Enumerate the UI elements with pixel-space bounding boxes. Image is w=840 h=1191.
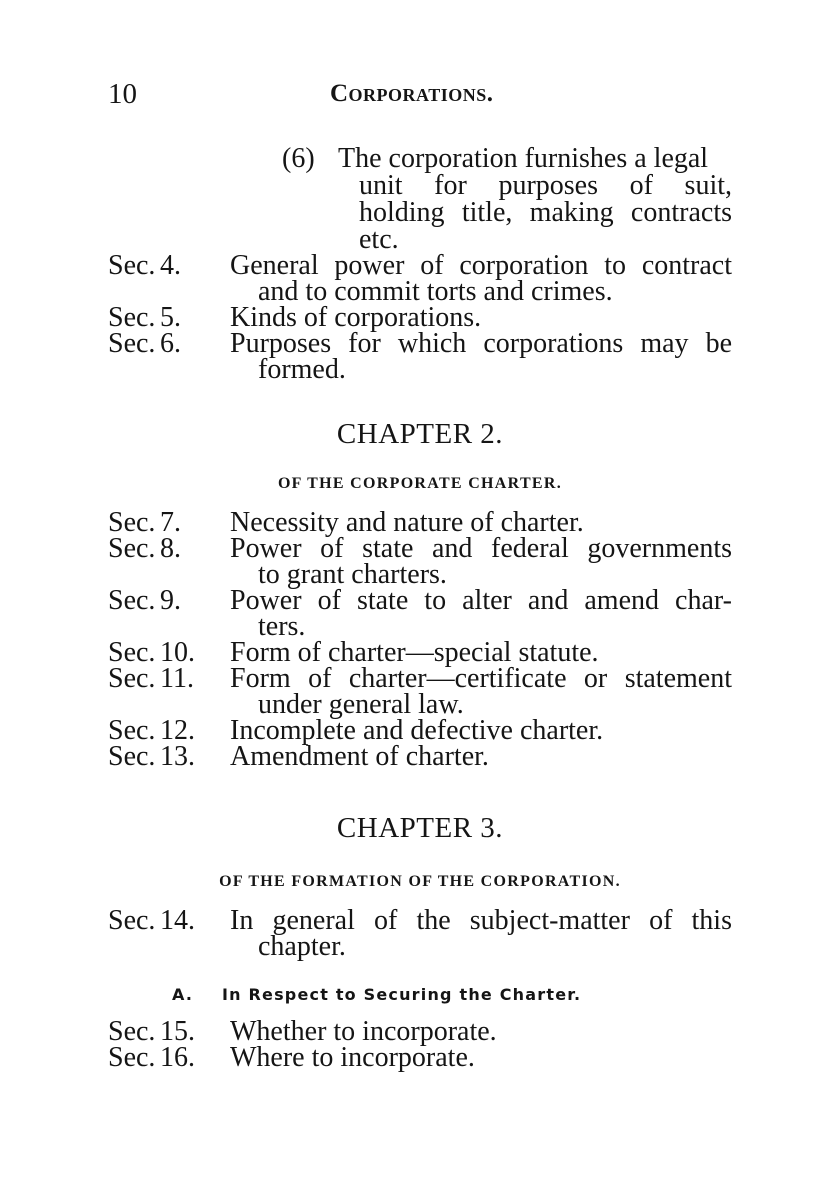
- section-title: Amendment of charter.: [230, 741, 489, 772]
- section-title-continued: to grant charters.: [258, 559, 447, 590]
- section-title-continued: under general law.: [258, 689, 464, 720]
- section-title: General power of corporation to contract: [230, 250, 732, 281]
- section-title: Necessity and nature of charter.: [230, 507, 584, 538]
- section-title-continued: and to commit torts and crimes.: [258, 276, 613, 307]
- section-label: Sec.: [108, 585, 156, 616]
- page-header: [108, 76, 732, 112]
- section-label: Sec.: [108, 637, 156, 668]
- section-number: 11.: [160, 663, 194, 694]
- section-title-continued: ters.: [258, 611, 306, 642]
- item-line: unit for purposes of suit,: [359, 170, 732, 201]
- section-entry: [108, 1042, 732, 1073]
- section-title: Power of state to alter and amend char-: [230, 585, 732, 616]
- section-entry: [108, 533, 732, 590]
- section-entry: [108, 250, 732, 307]
- section-number: 6.: [160, 328, 181, 359]
- section-title-continued: chapter.: [258, 931, 346, 962]
- item-line: The corporation furnishes a legal: [338, 143, 709, 174]
- section-label: Sec.: [108, 905, 156, 936]
- section-entry: [108, 905, 732, 962]
- section-label: Sec.: [108, 250, 156, 281]
- subsection-letter: A.: [172, 985, 194, 1004]
- subsection-title: In Respect to Securing the Charter.: [222, 985, 582, 1004]
- chapter-subtitle: OF THE FORMATION OF THE CORPORATION.: [219, 873, 621, 890]
- section-number: 15.: [160, 1016, 195, 1047]
- section-title: Power of state and federal governments: [230, 533, 732, 564]
- section-list-chapter-2: [108, 507, 732, 772]
- chapter-heading: CHAPTER 2.: [336, 418, 504, 450]
- section-number: 14.: [160, 905, 195, 936]
- section-title: Incomplete and defective charter.: [230, 715, 604, 746]
- section-label: Sec.: [108, 715, 156, 746]
- section-title: Form of charter—certificate or statement: [230, 663, 732, 694]
- section-label: Sec.: [108, 302, 156, 333]
- section-number: 8.: [160, 533, 181, 564]
- section-title-continued: formed.: [258, 354, 346, 385]
- section-label: Sec.: [108, 533, 156, 564]
- section-number: 7.: [160, 507, 181, 538]
- section-number: 5.: [160, 302, 181, 333]
- section-number: 16.: [160, 1042, 195, 1073]
- chapter-heading: CHAPTER 3.: [336, 812, 504, 844]
- list-item-6: [282, 145, 732, 253]
- section-number: 9.: [160, 585, 181, 616]
- section-entry: [108, 328, 732, 385]
- section-number: 13.: [160, 741, 195, 772]
- section-number: 12.: [160, 715, 195, 746]
- page-number: 10: [108, 78, 137, 110]
- chapter-subtitle: OF THE CORPORATE CHARTER.: [277, 475, 563, 492]
- item-line: etc.: [359, 224, 399, 255]
- section-entry: [108, 585, 732, 642]
- section-title: Form of charter—special statute.: [230, 637, 599, 668]
- section-label: Sec.: [108, 1016, 156, 1047]
- section-label: Sec.: [108, 741, 156, 772]
- subsection-heading: [172, 985, 581, 1004]
- section-title: Purposes for which corporations may be: [230, 328, 732, 359]
- section-label: Sec.: [108, 507, 156, 538]
- section-number: 4.: [160, 250, 181, 281]
- section-title: Kinds of corporations.: [230, 302, 482, 333]
- section-number: 10.: [160, 637, 195, 668]
- section-title: Whether to incorporate.: [230, 1016, 497, 1047]
- section-list-subsection-a: [108, 1016, 732, 1073]
- section-title: In general of the subject-matter of this: [230, 905, 732, 936]
- section-label: Sec.: [108, 328, 156, 359]
- section-entry: [108, 741, 732, 772]
- section-title: Where to incorporate.: [230, 1042, 475, 1073]
- section-entry: [108, 663, 732, 720]
- section-list-chapter-3: [108, 905, 732, 962]
- section-label: Sec.: [108, 1042, 156, 1073]
- section-list-chapter-1: [108, 250, 732, 385]
- item-number: (6): [282, 143, 315, 174]
- running-title: Corporations.: [330, 80, 494, 107]
- item-line: holding title, making contracts: [359, 197, 732, 228]
- section-label: Sec.: [108, 663, 156, 694]
